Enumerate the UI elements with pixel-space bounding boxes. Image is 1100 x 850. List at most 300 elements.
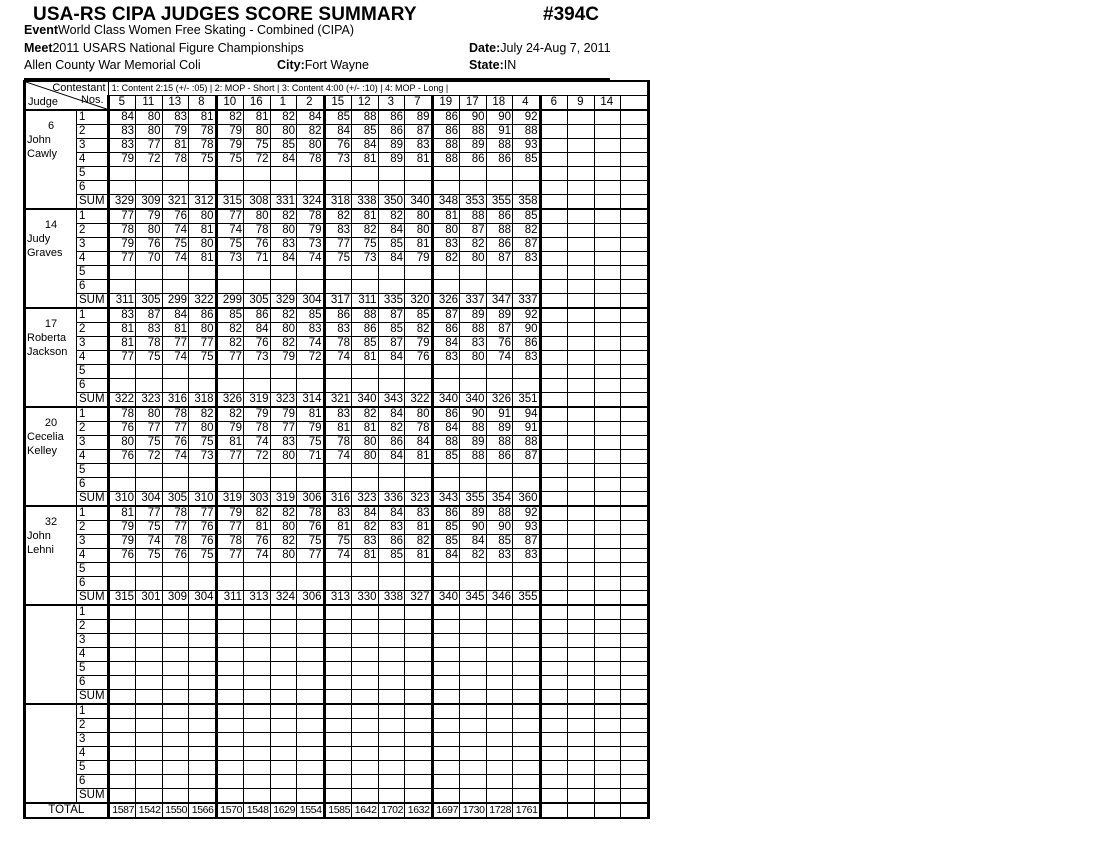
contestant-number: 1 [270,96,297,111]
score-cell [378,747,405,761]
score-cell: 80 [108,436,136,450]
sum-label: SUM [77,294,109,309]
score-cell [324,478,352,492]
score-cell [621,266,649,280]
score-cell: 83 [324,506,352,521]
score-cell [486,478,513,492]
score-cell [352,365,379,379]
score-cell [270,577,297,591]
score-cell: 82 [189,407,217,422]
score-cell [621,676,649,690]
score-cell: 92 [513,506,541,521]
score-cell: 79 [270,407,297,422]
score-cell [486,577,513,591]
score-cell: 81 [405,153,433,167]
score-cell [270,620,297,634]
score-cell: 84 [432,422,460,436]
score-cell [460,605,487,620]
score-cell: 88 [513,436,541,450]
score-cell [432,634,460,648]
score-cell: 73 [352,252,379,266]
score-cell [216,648,244,662]
score-cell [244,266,271,280]
score-cell: 81 [162,323,189,337]
score-cell: 83 [297,323,325,337]
score-cell [568,153,595,167]
score-cell [136,620,163,634]
score-cell: 78 [189,139,217,153]
score-cell: 72 [244,153,271,167]
score-cell: 77 [136,139,163,153]
score-cell: 78 [324,337,352,351]
score-cell [540,605,568,620]
score-cell [513,775,541,789]
score-cell [162,620,189,634]
score-cell [352,478,379,492]
score-cell [432,704,460,719]
score-cell [568,704,595,719]
score-cell [352,605,379,620]
sum-cell: 338 [378,591,405,606]
score-cell [594,181,621,195]
score-cell: 76 [189,521,217,535]
score-cell: 85 [432,450,460,464]
score-cell [621,478,649,492]
figure-number: 5 [77,167,109,181]
score-cell: 75 [136,436,163,450]
score-cell [189,181,217,195]
score-cell [352,747,379,761]
sum-cell: 323 [136,393,163,408]
score-cell: 80 [189,323,217,337]
score-cell: 86 [189,308,217,323]
sum-cell: 316 [162,393,189,408]
sum-cell: 319 [270,492,297,507]
score-cell: 82 [405,535,433,549]
sum-cell [244,690,271,705]
score-cell [568,521,595,535]
score-cell [460,747,487,761]
score-cell: 81 [324,422,352,436]
score-cell [189,577,217,591]
score-cell: 86 [513,337,541,351]
score-cell [162,577,189,591]
score-cell: 75 [244,139,271,153]
score-table [23,80,650,819]
score-cell: 73 [324,153,352,167]
meet-line [24,41,304,55]
score-cell: 71 [244,252,271,266]
score-cell: 79 [162,125,189,139]
score-cell [189,478,217,492]
score-cell: 84 [297,110,325,125]
score-cell: 92 [513,110,541,125]
score-cell [432,620,460,634]
score-cell [162,704,189,719]
score-cell [216,704,244,719]
score-cell: 78 [162,535,189,549]
score-cell [136,605,163,620]
score-cell [594,125,621,139]
score-cell: 76 [136,238,163,252]
score-cell [460,733,487,747]
score-cell [540,436,568,450]
score-cell: 82 [216,323,244,337]
score-cell [108,620,136,634]
score-cell: 84 [324,125,352,139]
sum-cell: 306 [297,591,325,606]
score-cell: 81 [216,436,244,450]
score-cell: 81 [405,238,433,252]
sum-cell: 326 [486,393,513,408]
sum-cell [378,690,405,705]
score-cell [432,761,460,775]
total-cell: 1550 [162,803,189,818]
score-cell: 77 [216,209,244,224]
score-cell [460,379,487,393]
score-cell [270,747,297,761]
judge-score-row [25,280,649,294]
score-cell: 83 [136,323,163,337]
figure-number: 4 [77,747,109,761]
sum-cell [621,294,649,309]
score-cell [568,280,595,294]
score-cell [540,181,568,195]
score-cell [568,139,595,153]
sum-cell [540,195,568,210]
score-cell [216,634,244,648]
sum-cell: 319 [244,393,271,408]
score-cell [378,761,405,775]
score-cell [513,676,541,690]
sum-cell: 337 [460,294,487,309]
score-cell [136,167,163,181]
score-cell [513,181,541,195]
score-cell [594,676,621,690]
score-cell [621,761,649,775]
score-cell [432,365,460,379]
score-cell: 85 [352,125,379,139]
score-cell [324,167,352,181]
score-cell: 83 [432,238,460,252]
score-cell: 74 [162,252,189,266]
score-cell [324,266,352,280]
contestant-number [621,96,649,111]
score-cell [568,110,595,125]
score-cell [594,719,621,733]
judge-score-row [25,266,649,280]
score-cell [460,620,487,634]
score-cell [540,506,568,521]
sum-cell: 315 [108,591,136,606]
score-cell: 79 [216,422,244,436]
score-cell: 87 [460,224,487,238]
score-cell [594,308,621,323]
score-cell: 87 [486,252,513,266]
score-cell: 88 [486,139,513,153]
score-cell [594,407,621,422]
score-cell: 79 [244,407,271,422]
score-cell: 78 [189,125,217,139]
total-cell: 1632 [405,803,433,818]
score-cell: 85 [405,308,433,323]
total-cell [621,803,649,818]
sum-cell [540,393,568,408]
score-cell [189,379,217,393]
score-cell [460,704,487,719]
score-cell [297,478,325,492]
score-cell: 75 [136,521,163,535]
score-cell [189,719,217,733]
score-cell: 90 [460,407,487,422]
sum-cell [540,591,568,606]
sum-cell [621,195,649,210]
score-cell: 82 [460,549,487,563]
score-cell [270,266,297,280]
contestant-number: 5 [108,96,136,111]
score-cell [540,209,568,224]
score-cell [594,252,621,266]
sum-cell [460,690,487,705]
sum-cell [324,789,352,804]
score-cell [324,719,352,733]
sum-cell [378,789,405,804]
judge-score-row [25,478,649,492]
sum-cell: 313 [244,591,271,606]
contestant-number: 19 [432,96,460,111]
score-cell [460,266,487,280]
contestant-number: 8 [189,96,217,111]
sum-cell: 299 [216,294,244,309]
score-cell: 84 [378,407,405,422]
score-cell: 85 [270,139,297,153]
figure-number: 2 [77,521,109,535]
score-cell [297,379,325,393]
score-cell [297,605,325,620]
score-cell [513,761,541,775]
judge-first-name: Judy [27,233,51,245]
score-cell [432,577,460,591]
sum-cell [216,690,244,705]
score-cell [216,280,244,294]
judge-last-name: Lehni [27,544,54,556]
judge-cell [25,209,77,308]
judge-last-name: Graves [27,247,63,259]
sum-cell: 310 [108,492,136,507]
judge-last-name: Jackson [27,346,68,358]
score-cell [405,167,433,181]
sum-cell: 299 [162,294,189,309]
score-cell: 81 [189,252,217,266]
score-cell [621,535,649,549]
score-cell [568,450,595,464]
sum-cell: 309 [162,591,189,606]
score-cell [405,563,433,577]
score-cell [216,733,244,747]
score-cell [324,620,352,634]
score-cell [162,464,189,478]
score-cell: 87 [378,308,405,323]
sum-cell: 316 [324,492,352,507]
score-cell [540,535,568,549]
sum-cell: 350 [378,195,405,210]
meet-value: 2011 USARS National Figure Championships [52,41,304,55]
judge-score-row [25,238,649,252]
score-cell [297,662,325,676]
contestant-number: 14 [594,96,621,111]
score-cell: 91 [486,407,513,422]
score-cell [460,167,487,181]
sum-cell [297,789,325,804]
score-cell [108,733,136,747]
score-cell: 81 [108,506,136,521]
score-cell: 78 [405,422,433,436]
score-cell [568,337,595,351]
contestant-number: 18 [486,96,513,111]
score-cell [621,436,649,450]
score-cell: 85 [378,238,405,252]
score-cell: 81 [405,521,433,535]
score-cell: 91 [513,422,541,436]
score-cell [594,450,621,464]
score-cell [216,719,244,733]
score-cell: 76 [405,351,433,365]
score-cell: 88 [460,422,487,436]
score-cell [540,761,568,775]
judge-score-row [25,139,649,153]
score-cell: 89 [460,436,487,450]
score-cell [216,577,244,591]
score-cell [460,662,487,676]
score-cell [244,379,271,393]
score-cell: 77 [108,252,136,266]
score-cell: 90 [513,323,541,337]
score-cell: 80 [352,450,379,464]
sum-cell: 340 [432,393,460,408]
judge-score-row [25,224,649,238]
state-value: IN [503,58,517,72]
score-cell: 79 [297,224,325,238]
score-cell [189,620,217,634]
score-cell [486,662,513,676]
figure-number: 5 [77,464,109,478]
score-cell [513,662,541,676]
score-cell [540,153,568,167]
sum-cell: 323 [405,492,433,507]
score-cell [594,422,621,436]
score-cell [540,733,568,747]
score-cell: 79 [405,252,433,266]
score-cell: 78 [162,407,189,422]
score-cell [513,634,541,648]
score-cell [621,238,649,252]
score-cell [432,563,460,577]
score-cell [405,577,433,591]
score-cell: 78 [216,535,244,549]
sum-cell [594,195,621,210]
score-cell: 88 [486,506,513,521]
score-cell [460,719,487,733]
score-cell [378,605,405,620]
score-cell [297,563,325,577]
score-cell [297,181,325,195]
judge-score-row [25,676,649,690]
score-cell [621,563,649,577]
score-cell [594,436,621,450]
score-cell [540,365,568,379]
score-cell [405,648,433,662]
judge-cell [25,308,77,407]
sum-cell: 306 [297,492,325,507]
score-cell [216,266,244,280]
venue: Allen County War Memorial Coli [24,58,201,72]
score-cell [540,139,568,153]
score-cell [216,365,244,379]
sum-cell: 360 [513,492,541,507]
score-cell [352,704,379,719]
score-cell: 83 [324,224,352,238]
contestant-number: 9 [568,96,595,111]
score-cell [594,563,621,577]
judge-score-row [25,747,649,761]
score-cell [432,719,460,733]
score-cell: 80 [136,125,163,139]
score-cell: 83 [513,351,541,365]
score-cell [378,379,405,393]
score-cell [513,167,541,181]
score-cell [216,563,244,577]
score-cell: 82 [297,125,325,139]
score-cell: 85 [513,209,541,224]
sum-cell [297,690,325,705]
score-cell [594,535,621,549]
score-cell [486,733,513,747]
score-cell: 86 [460,153,487,167]
score-cell: 82 [216,337,244,351]
score-cell [216,464,244,478]
judge-last-name: Kelley [27,445,57,457]
score-cell: 80 [352,436,379,450]
score-cell: 79 [216,506,244,521]
score-cell: 78 [162,506,189,521]
score-cell [621,605,649,620]
score-cell [540,648,568,662]
score-cell [378,733,405,747]
sum-cell: 358 [513,195,541,210]
score-cell [568,125,595,139]
sum-cell [568,591,595,606]
score-cell: 84 [378,224,405,238]
score-cell [352,733,379,747]
score-cell: 85 [432,535,460,549]
sum-cell: 305 [162,492,189,507]
score-cell [189,464,217,478]
score-cell: 78 [297,209,325,224]
score-cell [189,365,217,379]
score-cell [621,209,649,224]
sum-cell [594,690,621,705]
score-cell [540,662,568,676]
score-cell [621,167,649,181]
score-cell [513,563,541,577]
score-cell: 75 [189,351,217,365]
score-cell [108,181,136,195]
score-cell: 81 [189,110,217,125]
figure-number: 3 [77,238,109,252]
score-cell [189,775,217,789]
score-cell [270,719,297,733]
sum-cell [540,294,568,309]
